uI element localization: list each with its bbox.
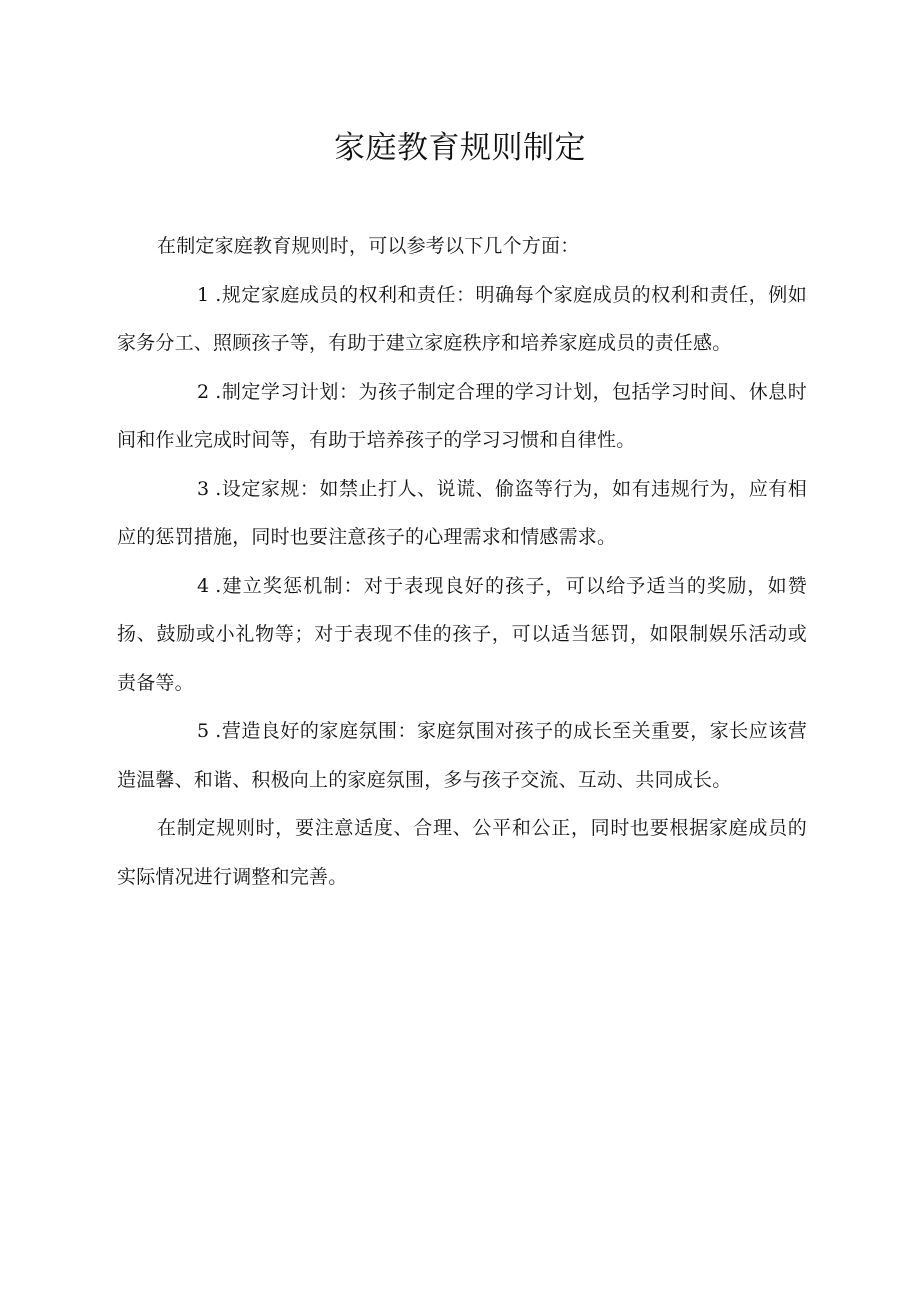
list-item [117, 707, 807, 804]
list-item [117, 368, 807, 465]
list-item-number: 1 [197, 283, 210, 306]
document-body [117, 222, 807, 901]
list-item-text: .制定学习计划：为孩子制定合理的学习计划，包括学习时间、休息时间和作业完成时间等，有助于培养孩子的学习习惯和自律性。 [117, 380, 807, 451]
conclusion-paragraph: 在制定规则时，要注意适度、合理、公平和公正，同时也要根据家庭成员的实际情况进行调整和完善。 [117, 817, 807, 888]
list-item-number: 3 [197, 477, 210, 500]
list-item [117, 271, 807, 368]
page-title: 家庭教育规则制定 [334, 130, 586, 166]
list-item [117, 562, 807, 708]
list-item-text: .营造良好的家庭氛围：家庭氛围对孩子的成长至关重要，家长应该营造温馨、和谐、积极向上的家庭氛围，多与孩子交流、互动、共同成长。 [117, 720, 807, 791]
list-item-text: .设定家规：如禁止打人、说谎、偷盗等行为，如有违规行为，应有相应的惩罚措施，同时也要注意孩子的心理需求和情感需求。 [117, 477, 807, 548]
intro-paragraph: 在制定家庭教育规则时，可以参考以下几个方面： [157, 235, 580, 257]
list-item-text: .规定家庭成员的权利和责任：明确每个家庭成员的权利和责任，例如家务分工、照顾孩子等，有助于建立家庭秩序和培养家庭成员的责任感。 [117, 283, 807, 354]
list-item [117, 465, 807, 562]
list-item-number: 2 [197, 380, 210, 403]
list-item-number: 4 [197, 574, 210, 597]
list-item-number: 5 [197, 720, 210, 742]
list-item-text: .建立奖惩机制：对于表现良好的孩子，可以给予适当的奖励，如赞扬、鼓励或小礼物等；对于表现不佳的孩子，可以适当惩罚，如限制娱乐活动或责备等。 [117, 574, 807, 694]
